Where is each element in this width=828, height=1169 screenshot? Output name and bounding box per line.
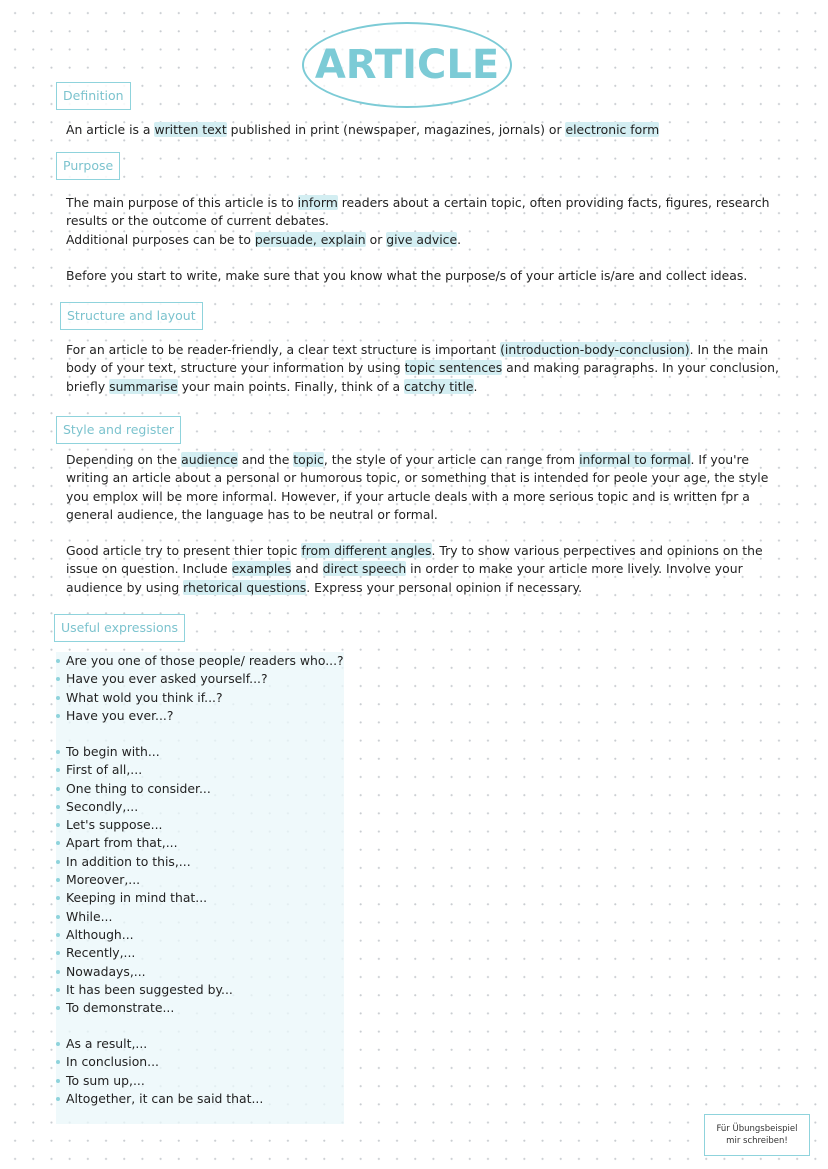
expression-item: Although... (56, 926, 346, 944)
expression-item: In addition to this,... (56, 853, 346, 871)
expressions-group-conclusion (56, 1035, 346, 1108)
heading-style: Style and register (56, 416, 181, 444)
expressions-group-questions (56, 652, 346, 725)
purpose-paragraph-1: The main purpose of this article is to inform readers about a certain topic, often providing facts, figures, research results or the outcome of current debates. (66, 195, 770, 229)
expression-item: One thing to consider... (56, 780, 346, 798)
heading-structure: Structure and layout (60, 302, 203, 330)
expression-item: Are you one of those people/ readers who...? (56, 652, 346, 670)
style-paragraph-2: Good article try to present thier topic from different angles. Try to show various perpectives and opinions on the issue on question. Include examples and direct speech in order to make your article more lively. Involve your audience by using rhetorical questions. Express your personal opinion if necessary. (66, 543, 763, 595)
expression-item: As a result,... (56, 1035, 346, 1053)
expression-item: Keeping in mind that... (56, 889, 346, 907)
expressions-group-connectors (56, 743, 346, 1017)
expression-item: Recently,... (56, 944, 346, 962)
page-title: ARTICLE (314, 42, 500, 88)
sticky-note (704, 1114, 810, 1156)
expression-item: To sum up,... (56, 1072, 346, 1090)
note-line-1: Für Übungsbeispiel (716, 1124, 798, 1134)
expression-item: In conclusion... (56, 1053, 346, 1071)
expression-item: Secondly,... (56, 798, 346, 816)
definition-text: An article is a written text published in print (newspaper, magazines, jornals) or electronic form (66, 122, 660, 137)
expression-item: To demonstrate... (56, 999, 346, 1017)
expression-item: First of all,... (56, 761, 346, 779)
purpose-paragraph-3: Before you start to write, make sure that you know what the purpose/s of your article is/are and collect ideas. (66, 268, 748, 283)
expression-item: Moreover,... (56, 871, 346, 889)
expression-item: Let's suppose... (56, 816, 346, 834)
heading-purpose: Purpose (56, 152, 120, 180)
expression-item: Have you ever asked yourself...? (56, 670, 346, 688)
heading-definition: Definition (56, 82, 131, 110)
expression-item: To begin with... (56, 743, 346, 761)
purpose-paragraph-2: Additional purposes can be to persuade, explain or give advice. (66, 232, 462, 247)
expression-item: What wold you think if...? (56, 689, 346, 707)
expression-item: Have you ever...? (56, 707, 346, 725)
expression-item: Apart from that,... (56, 834, 346, 852)
expression-item: Nowadays,... (56, 963, 346, 981)
heading-useful-expressions: Useful expressions (54, 614, 185, 642)
title-oval (302, 22, 512, 108)
structure-paragraph: For an article to be reader-friendly, a clear text structure is important (introduction-body-conclusion). In the main body of your text, structure your information by using topic sentences and making paragraphs. In your conclusion, briefly summarise your main points. Finally, think of a catchy title. (66, 342, 779, 394)
expression-item: Altogether, it can be said that... (56, 1090, 346, 1108)
expression-item: While... (56, 908, 346, 926)
note-line-2: mir schreiben! (726, 1136, 788, 1146)
expression-item: It has been suggested by... (56, 981, 346, 999)
style-paragraph-1: Depending on the audience and the topic, the style of your article can range from informal to formal. If you're writing an article about a personal or humorous topic, or something that is intended for peole your age, the style you emplox will be more informal. However, if your artucle deals with a more serious topic and is written fpr a general audience, the language has to be neutral or formal. (66, 452, 769, 522)
